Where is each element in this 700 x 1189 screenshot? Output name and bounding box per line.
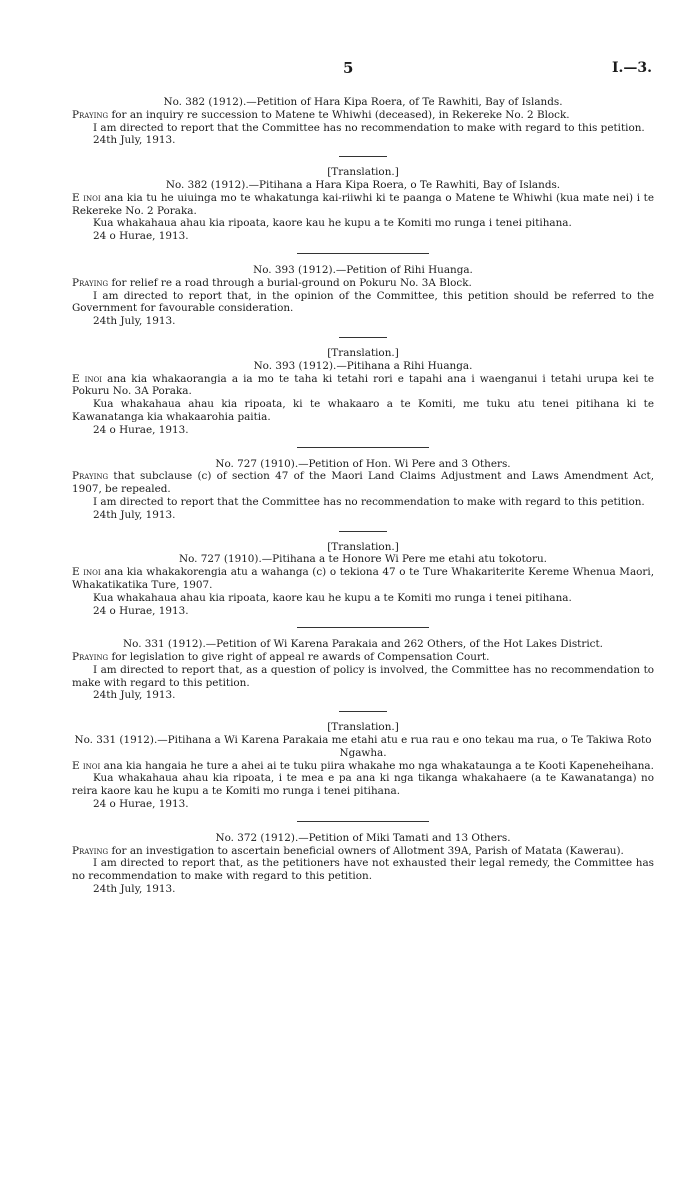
prayer-label: Praying — [72, 108, 109, 121]
committee-report: Kua whakahaua ahau kia ripoata, kaore kau he kupu a te Komiti mo runga i tenei pitihana. — [93, 591, 572, 604]
prayer-label: E inoi — [72, 372, 103, 385]
report-date: 24th July, 1913. — [93, 508, 176, 521]
petition-prayer — [72, 651, 654, 664]
translation-label: [Translation.] — [327, 540, 399, 553]
report-date: 24th July, 1913. — [93, 315, 176, 328]
committee-report: Kua whakahaua ahau kia ripoata, ki te whakaaro a te Komiti, me tuku atu tenei pitihana ki te Kawanatanga kia whakaarohia paitia. — [72, 398, 654, 423]
prayer-label: E inoi — [72, 566, 101, 579]
document-reference: I.—3. — [611, 60, 652, 76]
petition-section — [72, 638, 654, 702]
petition-heading: No. 727 (1910).—Petition of Hon. Wi Pere and 3 Others. — [215, 457, 511, 470]
petition-heading: No. 331 (1912).—Petition of Wi Karena Parakaia and 262 Others, of the Hot Lakes District. — [123, 638, 603, 651]
translation-section — [72, 347, 654, 437]
translation-section — [72, 541, 654, 618]
section-divider — [297, 627, 429, 628]
petition-prayer — [72, 470, 654, 496]
petition-prayer — [72, 566, 654, 592]
prayer-text: that subclause (c) of section 47 of the Maori Land Claims Adjustment and Laws Amendment Act, 1907, be repealed. — [72, 470, 654, 496]
petition-heading: No. 393 (1912).—Pitihana a Rihi Huanga. — [253, 359, 473, 372]
petition-heading: No. 331 (1912).—Pitihana a Wi Karena Parakaia me etahi atu e rua rau e ono tekau ma rua, o Te Takiwa Roto Ngawha. — [74, 734, 652, 759]
petition-prayer — [72, 760, 654, 773]
translation-label: [Translation.] — [327, 166, 399, 179]
prayer-text: ana kia whakakorengia atu a wahanga (c) o tekiona 47 o te Ture Whakariterite Kereme Whenua Maori, Whakatikatika Ture, 1907. — [72, 566, 654, 591]
section-divider — [297, 821, 429, 822]
prayer-label: Praying — [72, 276, 109, 289]
short-divider — [339, 156, 387, 157]
petition-prayer — [72, 109, 654, 122]
prayer-label: E inoi — [72, 191, 101, 204]
report-date: 24th July, 1913. — [93, 689, 176, 702]
prayer-text: for an inquiry re succession to Matene te Whiwhi (deceased), in Rekereke No. 2 Block. — [108, 108, 570, 121]
petition-section — [72, 264, 654, 328]
petition-prayer — [72, 373, 654, 399]
report-date: 24th July, 1913. — [93, 883, 176, 896]
translation-section — [72, 166, 654, 243]
petition-prayer — [72, 192, 654, 218]
prayer-text: for relief re a road through a burial-ground on Pokuru No. 3A Block. — [108, 276, 472, 289]
report-date: 24 o Hurae, 1913. — [93, 230, 189, 243]
petition-section — [72, 458, 654, 522]
short-divider — [339, 531, 387, 532]
section-divider — [297, 447, 429, 448]
petition-section — [72, 96, 654, 147]
committee-report: I am directed to report that the Committee has no recommendation to make with regard to this petition. — [93, 495, 645, 508]
translation-label: [Translation.] — [327, 721, 399, 734]
petition-section — [72, 832, 654, 896]
petition-heading: No. 393 (1912).—Petition of Rihi Huanga. — [253, 263, 473, 276]
petition-heading: No. 727 (1910).—Pitihana a te Honore Wi Pere me etahi atu tokotoru. — [179, 553, 547, 566]
report-date: 24 o Hurae, 1913. — [93, 604, 189, 617]
report-date: 24 o Hurae, 1913. — [93, 798, 189, 811]
prayer-label: Praying — [72, 651, 109, 664]
short-divider — [339, 711, 387, 712]
report-date: 24th July, 1913. — [93, 134, 176, 147]
document-body — [72, 96, 654, 896]
prayer-label: E inoi — [72, 759, 101, 772]
prayer-text: for legislation to give right of appeal re awards of Compensation Court. — [108, 651, 490, 664]
committee-report: I am directed to report that, as the petitioners have not exhausted their legal remedy, the Committee has no recommendation to make with regard to this petition. — [72, 857, 654, 883]
prayer-label: Praying — [72, 844, 109, 857]
petition-heading: No. 382 (1912).—Petition of Hara Kipa Roera, of Te Rawhiti, Bay of Islands. — [163, 96, 563, 108]
prayer-text: ana kia tu he uiuinga mo te whakatunga kai-riiwhi ki te paanga o Matene te Whiwhi (kua mate nei) i te Rekereke No. 2 Poraka. — [72, 191, 654, 217]
committee-report: I am directed to report that, in the opinion of the Committee, this petition should be referred to the Government for favourable consideration. — [72, 289, 654, 315]
petition-prayer — [72, 277, 654, 290]
prayer-label: Praying — [72, 470, 109, 483]
translation-label: [Translation.] — [327, 346, 399, 359]
committee-report: Kua whakahaua ahau kia ripoata, i te mea e pa ana ki nga tikanga whakahaere (a te Kawanatanga) no reira kaore kau he kupu a te Komiti mo runga i tenei pitihana. — [72, 772, 654, 798]
committee-report: I am directed to report that, as a question of policy is involved, the Committee has no recommendation to make with regard to this petition. — [72, 663, 654, 689]
short-divider — [339, 337, 387, 338]
translation-section — [72, 721, 654, 811]
petition-prayer — [72, 845, 654, 858]
petition-heading: No. 382 (1912).—Pitihana a Hara Kipa Roera, o Te Rawhiti, Bay of Islands. — [165, 178, 561, 191]
petition-heading: No. 372 (1912).—Petition of Miki Tamati and 13 Others. — [215, 831, 511, 844]
prayer-text: ana kia hangaia he ture a ahei ai te tuku piira whakahe mo nga whakataunga a te Kooti Kapeneheihana. — [100, 759, 654, 772]
committee-report: I am directed to report that the Committee has no recommendation to make with regard to this petition. — [93, 121, 645, 134]
prayer-text: ana kia whakaorangia a ia mo te taha ki tetahi rori e tapahi ana i waenganui i tetahi urupa kei te Pokuru No. 3A Poraka. — [72, 372, 654, 398]
report-date: 24 o Hurae, 1913. — [93, 423, 189, 436]
section-divider — [297, 253, 429, 254]
page-header — [0, 59, 700, 82]
prayer-text: for an investigation to ascertain beneficial owners of Allotment 39A, Parish of Matata (Kawerau). — [108, 844, 624, 857]
committee-report: Kua whakahaua ahau kia ripoata, kaore kau he kupu a te Komiti mo runga i tenei pitihana. — [93, 217, 572, 230]
page-number: 5 — [343, 59, 354, 77]
